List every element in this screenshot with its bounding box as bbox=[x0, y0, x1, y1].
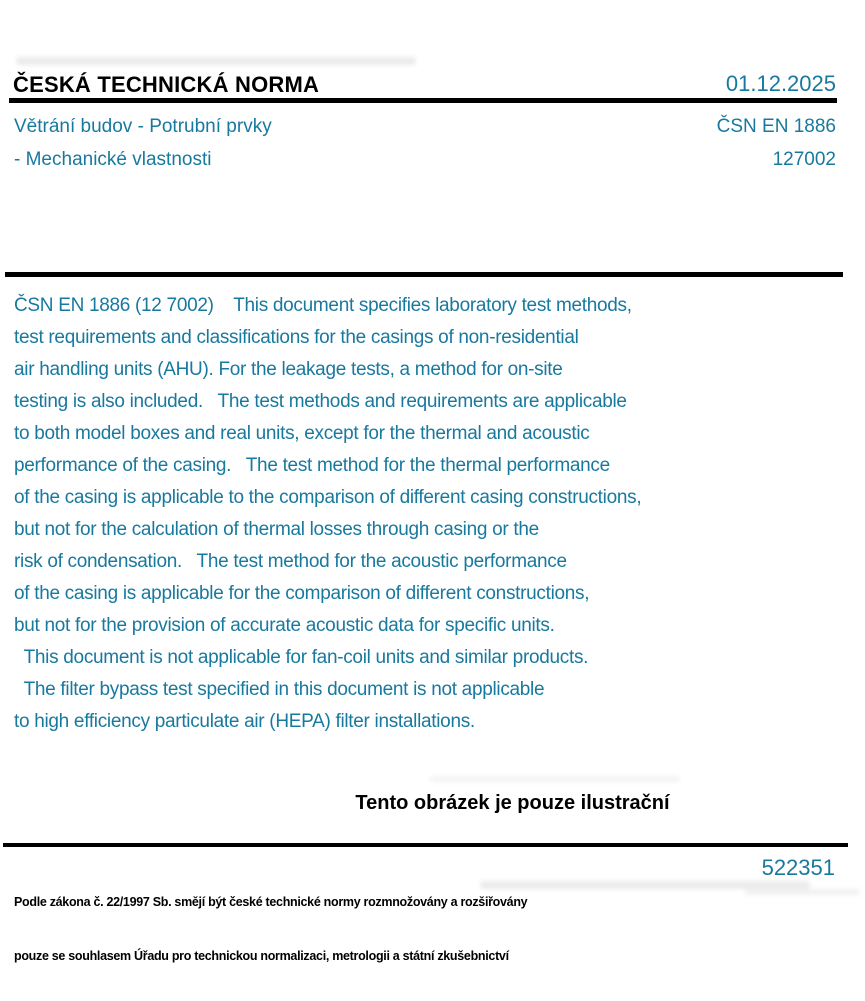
scan-artifact bbox=[16, 57, 416, 65]
copyright-notice-line1: Podle zákona č. 22/1997 Sb. smějí být české technické normy rozmnožovány a rozšiřovány bbox=[14, 895, 528, 909]
scan-artifact bbox=[430, 776, 680, 782]
abstract-line: ČSN EN 1886 (12 7002) This document specifies laboratory test methods, bbox=[14, 295, 632, 316]
scan-artifact bbox=[745, 889, 860, 895]
header-rule bbox=[9, 98, 837, 103]
abstract-line: test requirements and classifications for the casings of non-residential bbox=[14, 327, 579, 348]
copyright-notice-line2: pouze se souhlasem Úřadu pro technickou normalizaci, metrologii a státní zkušebnictví bbox=[14, 949, 509, 963]
abstract-line: testing is also included. The test methods and requirements are applicable bbox=[14, 391, 627, 412]
order-number: 522351 bbox=[761, 855, 835, 880]
copyright-notice bbox=[14, 857, 527, 1001]
abstract-line: to both model boxes and real units, except for the thermal and acoustic bbox=[14, 423, 590, 444]
page-title: ČESKÁ TECHNICKÁ NORMA bbox=[13, 72, 320, 97]
standard-subject-line2: - Mechanické vlastnosti bbox=[14, 149, 212, 170]
abstract-line: but not for the calculation of thermal losses through casing or the bbox=[14, 519, 539, 540]
abstract-line: air handling units (AHU). For the leakage tests, a method for on-site bbox=[14, 359, 563, 380]
abstract-line: to high efficiency particulate air (HEPA) filter installations. bbox=[14, 711, 475, 732]
scan-artifact bbox=[480, 881, 810, 889]
footer-rule bbox=[3, 843, 848, 847]
abstract-line: but not for the provision of accurate acoustic data for specific units. bbox=[14, 615, 555, 636]
publication-date: 01.12.2025 bbox=[725, 71, 836, 96]
abstract-line: risk of condensation. The test method for the acoustic performance bbox=[14, 551, 567, 572]
standard-subject-line1: Větrání budov - Potrubní prvky bbox=[14, 116, 272, 137]
abstract-line: of the casing is applicable to the comparison of different casing constructions, bbox=[14, 487, 642, 508]
abstract-line: of the casing is applicable for the comparison of different constructions, bbox=[14, 583, 590, 604]
abstract-rule bbox=[5, 272, 843, 277]
illustration-disclaimer: Tento obrázek je pouze ilustrační bbox=[355, 792, 670, 814]
abstract-text bbox=[14, 290, 814, 738]
abstract-line: The filter bypass test specified in this document is not applicable bbox=[14, 679, 545, 700]
abstract-line: This document is not applicable for fan-coil units and similar products. bbox=[14, 647, 589, 668]
classification-number: 127002 bbox=[772, 149, 836, 170]
abstract-line: performance of the casing. The test method for the thermal performance bbox=[14, 455, 610, 476]
standard-code: ČSN EN 1886 bbox=[716, 116, 836, 137]
